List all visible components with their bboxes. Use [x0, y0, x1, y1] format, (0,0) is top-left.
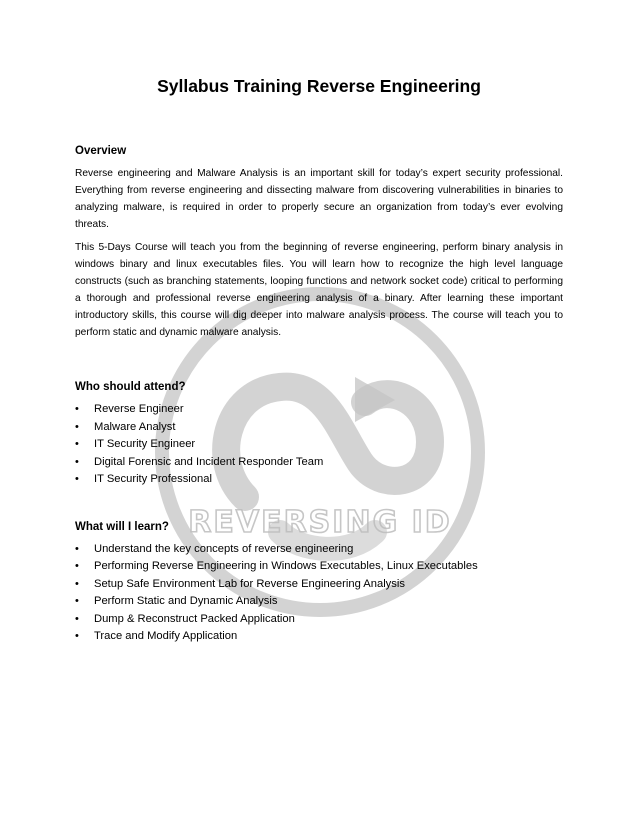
overview-paragraph-2: This 5-Days Course will teach you from the beginning of reverse engineering, perform binary analysis in windows binary and linux executables files. You will learn how to recognize the high level language constructs (such as branching statements, looping functions and network socket code) critical to performing a thorough and professional reverse engineering analysis of a binary. After learning these important introductory skills, this course will dig deeper into malware analysis process. The course will teach you to perform static and dynamic malware analysis.: [75, 242, 563, 338]
bullet-icon: •: [75, 438, 79, 450]
bullet-icon: •: [75, 612, 79, 625]
list-item: • Malware Analyst: [75, 419, 563, 437]
document-page: [75, 76, 563, 646]
overview-heading: Overview: [75, 145, 127, 157]
overview-paragraph-1: Reverse engineering and Malware Analysis is an important skill for today’s expert security professional. Everything from reverse engineering and dissecting malware from discovering vulnerabilities in binaries to analyzing malware, is required in order to properly secure an organization from today’s ever evolving threats.: [75, 168, 563, 230]
attend-list: [75, 401, 563, 489]
bullet-icon: •: [75, 420, 79, 433]
list-item: • Understand the key concepts of reverse engineering: [75, 541, 563, 559]
bullet-icon: •: [75, 630, 79, 642]
list-item: • IT Security Engineer: [75, 436, 563, 454]
bullet-icon: •: [75, 473, 79, 485]
svg-text:REVERSING ID: REVERSING ID: [188, 505, 452, 540]
list-item: • Trace and Modify Application: [75, 628, 563, 646]
bullet-icon: •: [75, 560, 79, 572]
list-item: • Performing Reverse Engineering in Windows Executables, Linux Executables: [75, 558, 563, 576]
bullet-icon: •: [75, 595, 79, 607]
bullet-icon: •: [75, 455, 79, 468]
bullet-icon: •: [75, 577, 79, 590]
list-item: • IT Security Professional: [75, 471, 563, 489]
document-title: Syllabus Training Reverse Engineering: [157, 76, 481, 96]
learn-list: [75, 541, 563, 646]
attend-heading: Who should attend?: [75, 381, 186, 393]
list-item: • Reverse Engineer: [75, 401, 563, 419]
list-item: • Dump & Reconstruct Packed Application: [75, 611, 563, 629]
bullet-icon: •: [75, 403, 79, 415]
list-item: • Setup Safe Environment Lab for Reverse Engineering Analysis: [75, 576, 563, 594]
bullet-icon: •: [75, 542, 79, 555]
list-item: • Digital Forensic and Incident Responder Team: [75, 454, 563, 472]
learn-heading: What will I learn?: [75, 520, 169, 533]
list-item: • Perform Static and Dynamic Analysis: [75, 593, 563, 611]
